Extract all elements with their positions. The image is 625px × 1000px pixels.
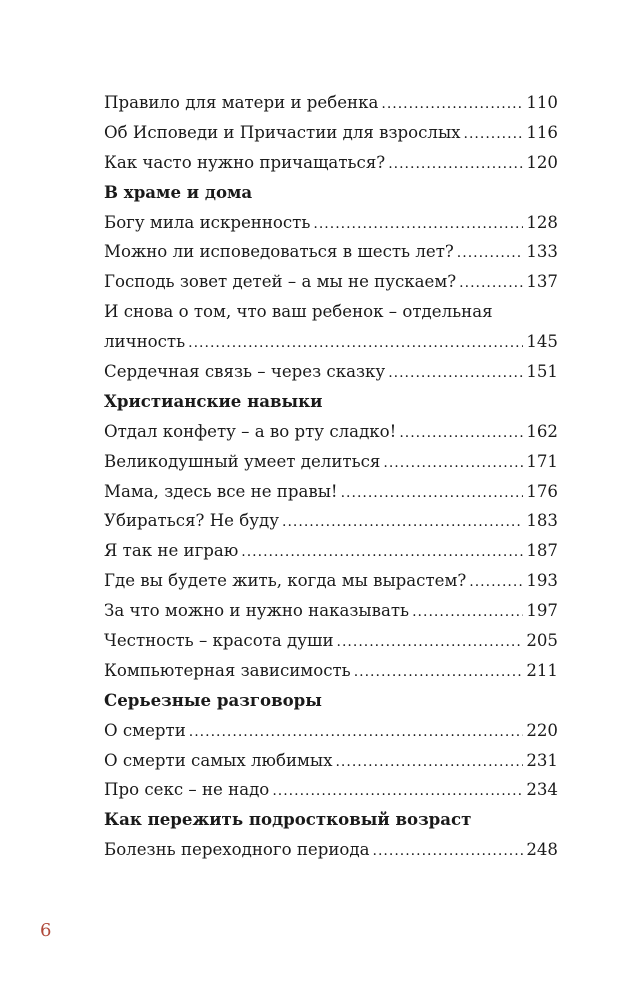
toc-entry-page: 128 [526,212,558,232]
toc-entry-title: Господь зовет детей – а мы не пускаем? [104,272,457,292]
toc-entry-page: 116 [526,122,558,142]
dot-leader [383,449,523,479]
toc-entry-title: Сердечная связь – через сказку [104,362,386,382]
dot-leader [388,359,523,389]
toc-entry[interactable] [104,327,558,357]
toc-entry[interactable] [104,596,558,626]
toc-entry-title: Можно ли исповедоваться в шесть лет? [104,242,454,262]
toc-entry[interactable] [104,775,558,805]
dot-leader [341,479,524,509]
dot-leader [459,269,523,299]
dot-leader [337,628,524,658]
toc-entry-page: 110 [526,93,558,112]
toc-entry[interactable] [104,447,558,477]
toc-entry[interactable] [104,656,558,686]
dot-leader [412,598,523,628]
toc-entry-title: Как часто нужно причащаться? [104,152,386,172]
toc-entry-title: Мама, здесь все не правы! [104,481,338,501]
toc-entry-page: 231 [526,750,558,770]
toc-entry-title: За что можно и нужно наказывать [104,601,410,621]
toc-entry[interactable] [104,237,558,267]
dot-leader [388,150,523,180]
toc-entry-title: Болезнь переходного периода [104,840,370,860]
toc-entry-page: 183 [526,511,558,531]
toc-entry-title-line2: личность [104,332,186,352]
section-heading: Серьезные разговоры [104,689,322,710]
dot-leader [354,658,524,688]
toc-entry[interactable] [104,208,558,238]
dot-leader [313,210,523,240]
toc-entry[interactable] [104,536,558,566]
toc-entry[interactable] [104,118,558,148]
toc-entry-title: О смерти самых любимых [104,750,333,770]
toc-entry-page: 176 [526,481,558,501]
toc-entry-page: 248 [526,840,558,860]
toc-entry-page: 162 [526,421,558,441]
toc-entry-title: Богу мила искренность [104,212,311,232]
toc-entry-title: О смерти [104,720,186,740]
section-heading: Как пережить подростковый возраст [104,809,472,830]
dot-leader [464,120,524,150]
toc-entry-title: Отдал конфету – а во рту сладко! [104,421,397,441]
toc-entry-title: Где вы будете жить, когда мы вырастем? [104,571,467,591]
toc-entry-title: Компьютерная зависимость [104,660,351,680]
toc-entry-title: Об Исповеди и Причастии для взрослых [104,122,461,142]
toc-entry-page: 120 [526,152,558,172]
toc-entry[interactable] [104,716,558,746]
dot-leader [335,748,523,778]
toc-entry-title: Честность – красота души [104,631,334,651]
toc-entry[interactable] [104,746,558,776]
toc-entry[interactable] [104,148,558,178]
toc-entry[interactable] [104,506,558,536]
toc-entry-title-line1[interactable]: И снова о том, что ваш ребенок – отдельная [104,302,493,322]
toc-entry[interactable] [104,417,558,447]
toc-entry-page: 211 [526,660,558,680]
toc-entry-page: 151 [526,362,558,382]
toc-entry[interactable] [104,88,558,118]
toc-entry-page: 171 [526,451,558,471]
toc-entry-title: Про секс – не надо [104,780,270,800]
dot-leader [457,239,524,269]
toc-entry-page: 205 [526,631,558,651]
table-of-contents [104,88,558,865]
dot-leader [282,508,523,538]
toc-entry[interactable] [104,566,558,596]
toc-entry-page: 133 [526,242,558,262]
toc-entry-title: Правило для матери и ребенка [104,93,379,112]
toc-entry-title: Я так не играю [104,541,239,561]
toc-entry-title: Убираться? Не буду [104,511,280,531]
toc-entry-page: 187 [526,541,558,561]
toc-entry[interactable] [104,835,558,865]
dot-leader [399,419,523,449]
section-heading: Христианские навыки [104,390,323,411]
toc-entry-page: 234 [526,780,558,800]
dot-leader [241,538,523,568]
page-number: 6 [40,920,52,941]
toc-entry-page: 145 [526,332,558,352]
toc-entry-page: 220 [526,720,558,740]
toc-entry-page: 197 [526,601,558,621]
toc-entry-title: Великодушный умеет делиться [104,451,381,471]
dot-leader [272,777,523,807]
dot-leader [188,329,523,359]
toc-entry[interactable] [104,357,558,387]
dot-leader [381,90,523,120]
toc-entry-page: 193 [526,571,558,591]
dot-leader [189,718,524,748]
toc-entry-page: 137 [526,272,558,292]
toc-entry[interactable] [104,477,558,507]
toc-entry[interactable] [104,626,558,656]
dot-leader [469,568,523,598]
section-heading: В храме и дома [104,181,253,202]
toc-entry[interactable] [104,267,558,297]
dot-leader [373,837,524,867]
